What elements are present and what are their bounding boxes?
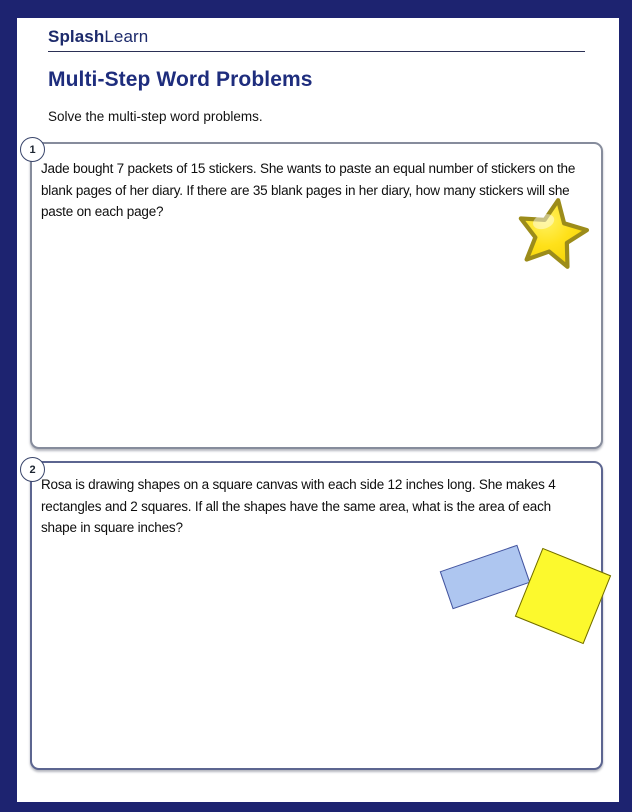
problem-2-text: Rosa is drawing shapes on a square canvas with each side 12 inches long. She makes 4 rectangles and 2 squares. If all the shapes have the same area, what is the area of each shape in square inches? (41, 477, 556, 535)
problem-1-number-badge: 1 (20, 137, 45, 162)
blue-rectangle-icon (440, 545, 531, 610)
worksheet-content (17, 18, 619, 802)
splashlearn-logo (48, 27, 148, 47)
logo-splash-text: Splash (48, 27, 105, 46)
instruction-text: Solve the multi-step word problems. (48, 109, 263, 124)
page-title: Multi-Step Word Problems (48, 68, 313, 91)
problem-box-1 (30, 142, 603, 449)
logo-learn-text: Learn (104, 27, 149, 46)
problem-2-number-badge: 2 (20, 457, 45, 482)
star-icon (510, 196, 594, 274)
yellow-square-icon (515, 548, 611, 644)
problem-box-2 (30, 461, 603, 770)
problem-1-text: Jade bought 7 packets of 15 stickers. She wants to paste an equal number of stickers on the blank pages of her diary. If there are 35 blank pages in her diary, how many stickers will she paste on each page? (41, 161, 576, 219)
header-divider (48, 51, 585, 52)
